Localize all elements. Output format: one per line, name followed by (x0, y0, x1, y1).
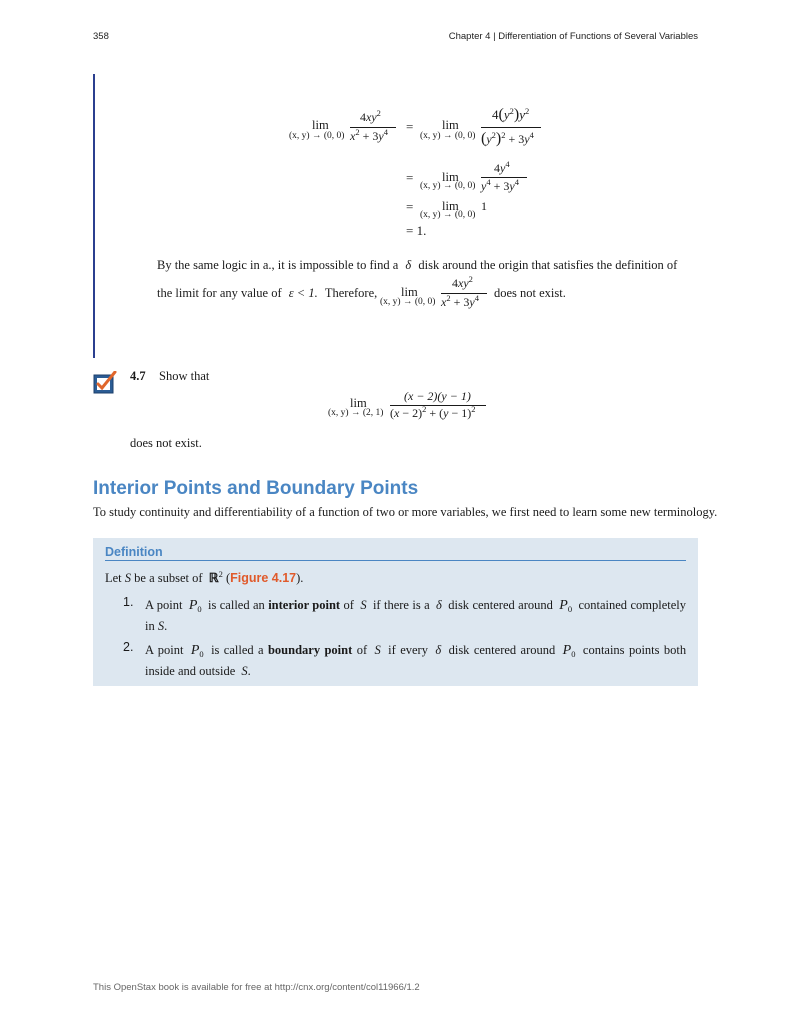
lim-subscript: (x, y) → (0, 0) (289, 131, 345, 141)
denominator-y4-3y4: $y^4 + 3y^4$ (481, 177, 519, 193)
denominator: $(x - 2)^2 + (y - 1)^2$ (390, 404, 476, 420)
numerator-4y2y2: $4(y^2)y^2$ (492, 106, 530, 123)
set-s: S (124, 571, 132, 585)
fraction-bar (481, 127, 541, 128)
does-not-exist: does not exist. (494, 286, 566, 300)
text: if every (388, 643, 428, 657)
denominator-y2sq-3y4: $(y^2)^2 + 3y^4$ (481, 130, 534, 147)
lim-label: lim (442, 199, 459, 213)
denominator-x2-3y4: $x^2 + 3y^4$ (441, 293, 479, 309)
checkpoint-icon (93, 371, 115, 393)
lim-label: lim (312, 118, 329, 132)
text: is called a (211, 643, 264, 657)
text: Let (105, 571, 122, 585)
checkpoint-conclusion: does not exist. (130, 436, 202, 450)
text: A point (145, 643, 184, 657)
lim-label: lim (442, 118, 459, 132)
checkpoint-number: 4.7 (130, 369, 146, 383)
text: By the same logic in a., it is impossible to find a (157, 258, 399, 272)
definition-item-boundary: A point $P_0$ is called a boundary point of S if every δ disk centered around $P_0$ contains points both inside and outside S. (145, 643, 687, 678)
running-head: Chapter 4 | Differentiation of Functions of Several Variables (448, 31, 698, 42)
text: disk around the origin that satisfies the definition of (418, 258, 678, 272)
point-p: P (190, 643, 200, 658)
term-boundary-point: boundary point (267, 643, 353, 657)
text: and outside (177, 664, 236, 678)
epsilon-condition: ε < 1. (288, 286, 318, 300)
lim-subscript: (x, y) → (0, 0) (420, 181, 476, 191)
value-one: 1 (481, 199, 487, 213)
text: is called an (208, 598, 265, 612)
lim-subscript: (x, y) → (0, 0) (420, 210, 476, 220)
set-s: S (241, 664, 248, 678)
text: of (356, 643, 368, 657)
numerator-4y4: $4y^4$ (494, 159, 510, 175)
solution-paragraph-line-2 (157, 285, 377, 301)
set-s: S (157, 619, 165, 633)
point-p: P (562, 643, 572, 658)
set-s: S (374, 643, 381, 657)
list-number: 2. (123, 640, 134, 654)
text: the limit for any value of (157, 286, 282, 300)
numerator-4xy2: $4xy^2$ (360, 108, 381, 124)
set-s: S (360, 598, 367, 612)
delta-symbol: δ (436, 598, 442, 612)
equals-sign: = (406, 199, 414, 214)
text: if there is a (372, 598, 430, 612)
text: contains points both inside (145, 643, 687, 678)
lim-label: lim (401, 285, 418, 299)
point-p: P (559, 598, 568, 613)
equals-sign: = (406, 119, 414, 134)
figure-link[interactable]: Figure 4.17 (230, 571, 297, 585)
definition-item-interior: A point $P_0$ is called an interior point of S if there is a δ disk centered around $P_0$ contained completely in S. (145, 598, 686, 633)
text: of (343, 598, 354, 612)
term-interior-point: interior point (268, 598, 341, 612)
lim-subscript: (x, y) → (0, 0) (380, 297, 436, 307)
point-p: P (188, 598, 198, 613)
intro-paragraph: To study continuity and differentiability of a function of two or more variables, we first need to learn some new terminology. (93, 505, 718, 519)
lim-label: lim (442, 170, 459, 184)
section-title: Interior Points and Boundary Points (93, 478, 419, 499)
lim-subscript: (x, y) → (0, 0) (420, 131, 476, 141)
delta-symbol: δ (405, 258, 412, 272)
list-number: 1. (123, 595, 134, 609)
delta-symbol: δ (435, 643, 442, 657)
solution-paragraph-line-1 (157, 257, 677, 273)
lim-subscript: (x, y) → (2, 1) (328, 408, 384, 418)
numerator-4xy2: $4xy^2$ (452, 274, 473, 290)
text: disk centered around (448, 598, 553, 612)
text: disk centered around (448, 643, 556, 657)
text: contained completely in (145, 598, 686, 633)
definition-lead: Let S be a subset of ℝ$^2$ (Figure 4.17). (105, 569, 304, 585)
text: be a subset of (134, 571, 203, 585)
denominator-x2-3y4: $x^2 + 3y^4$ (350, 127, 388, 143)
definition-title: Definition (105, 545, 163, 559)
page-number: 358 (93, 31, 109, 42)
footer-text: This OpenStax book is available for free at http://cnx.org/content/col11966/1.2 (93, 982, 420, 993)
equation-block (0, 0, 791, 240)
lim-label: lim (350, 396, 367, 410)
text: A point (145, 598, 183, 612)
definition-divider (105, 560, 686, 561)
final-result: = 1. (406, 223, 427, 238)
real-symbol: ℝ (208, 571, 219, 585)
text: Therefore, (324, 286, 378, 300)
numerator: (x − 2)(y − 1) (404, 389, 471, 403)
checkpoint-prompt: Show that (159, 369, 210, 383)
equals-sign: = (406, 170, 414, 185)
